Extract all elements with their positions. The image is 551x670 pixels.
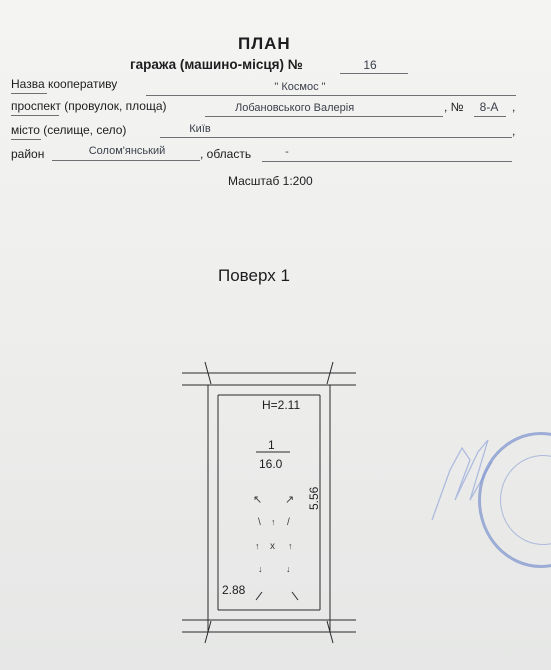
city-trailing-comma: , <box>512 124 516 138</box>
door-mark-6: ↑ <box>255 541 260 551</box>
door-mark-2: ↗ <box>285 494 295 506</box>
street-value: Лобановського Валерія <box>235 102 355 114</box>
street-trailing-comma: , <box>512 100 516 114</box>
room-height-label: H=2.11 <box>262 398 301 412</box>
door-mark-3: \ <box>258 517 261 528</box>
dimension-tick-bottom-right <box>292 592 298 600</box>
page-subtitle: гаража (машино-місця) № <box>130 57 303 72</box>
house-label: , № <box>444 100 464 114</box>
dimension-tick-bottom-left <box>256 592 262 600</box>
door-mark-5: / <box>287 517 290 528</box>
door-mark-8: ↑ <box>288 541 293 551</box>
region-value: - <box>285 146 289 158</box>
district-value: Солом'янський <box>88 145 166 157</box>
room-area: 16.0 <box>259 457 283 471</box>
house-value: 8-А <box>479 100 499 114</box>
garage-number-value: 16 <box>363 58 377 72</box>
room-width-dimension: 2.88 <box>222 583 246 597</box>
coop-value: " Космос " <box>274 81 326 93</box>
room-number: 1 <box>268 438 275 452</box>
door-mark-10: ↓ <box>286 564 291 574</box>
scale-label: Масштаб 1:200 <box>228 174 313 188</box>
district-label: район <box>11 147 45 161</box>
region-label: , область <box>200 147 252 161</box>
city-value: Київ <box>189 123 211 135</box>
door-mark-9: ↓ <box>258 564 263 574</box>
page-title: ПЛАН <box>238 34 291 53</box>
door-mark-7: x <box>270 541 275 552</box>
door-mark-1: ↖ <box>253 494 263 506</box>
city-label: місто (селище, село) <box>11 123 127 137</box>
room-length-dimension: 5.56 <box>307 486 321 510</box>
street-label: проспект (провулок, площа) <box>11 99 167 113</box>
door-mark-4: ↑ <box>271 517 276 527</box>
coop-label: Назва кооперативу <box>11 77 118 91</box>
floor-heading: Поверх 1 <box>218 266 290 285</box>
